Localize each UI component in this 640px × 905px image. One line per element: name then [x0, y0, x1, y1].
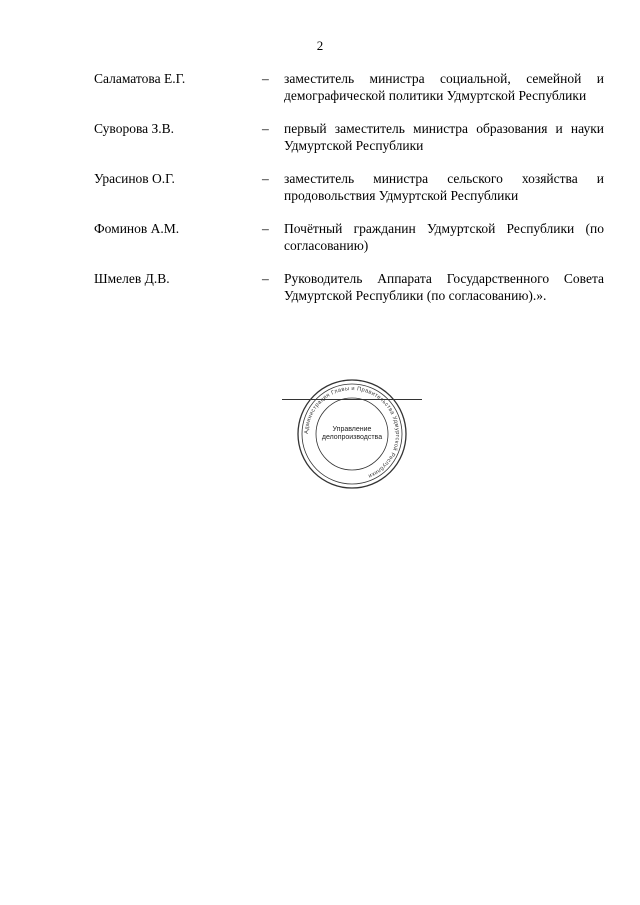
dash-separator: – — [262, 121, 269, 136]
dash-separator: – — [262, 221, 269, 236]
member-position: заместитель министра сельского хозяйства и продовольствия Удмуртской Республики — [284, 171, 604, 203]
member-name: Фоминов А.М. — [94, 221, 180, 236]
dash-separator: – — [262, 171, 269, 186]
member-name: Урасинов О.Г. — [94, 171, 175, 186]
list-item — [0, 170, 640, 204]
list-item — [0, 220, 640, 254]
member-position: заместитель министра социальной, семейной и демографической политики Удмуртской Республики — [284, 71, 604, 103]
list-item — [0, 70, 640, 104]
official-stamp — [282, 378, 422, 498]
page-number: 2 — [316, 38, 324, 53]
member-name: Саламатова Е.Г. — [94, 71, 186, 86]
list-item — [0, 120, 640, 154]
stamp-center-line: делопроизводства — [321, 434, 383, 441]
member-list — [0, 70, 640, 320]
dash-separator: – — [262, 71, 269, 86]
member-position: Почётный гражданин Удмуртской Республики (по согласованию) — [284, 221, 604, 253]
list-item — [0, 270, 640, 304]
member-name: Шмелев Д.В. — [94, 271, 170, 286]
dash-separator: – — [262, 271, 269, 286]
member-name: Суворова З.В. — [94, 121, 175, 136]
member-position: Руководитель Аппарата Государственного Совета Удмуртской Республики (по согласованию).». — [284, 271, 604, 303]
stamp-ring-text: Администрация Главы и Правительства Удмуртской Республики — [303, 385, 401, 479]
member-position: первый заместитель министра образования и науки Удмуртской Республики — [284, 121, 604, 153]
stamp-center-line: Управление — [332, 426, 372, 433]
stamp-center-text — [296, 426, 408, 442]
